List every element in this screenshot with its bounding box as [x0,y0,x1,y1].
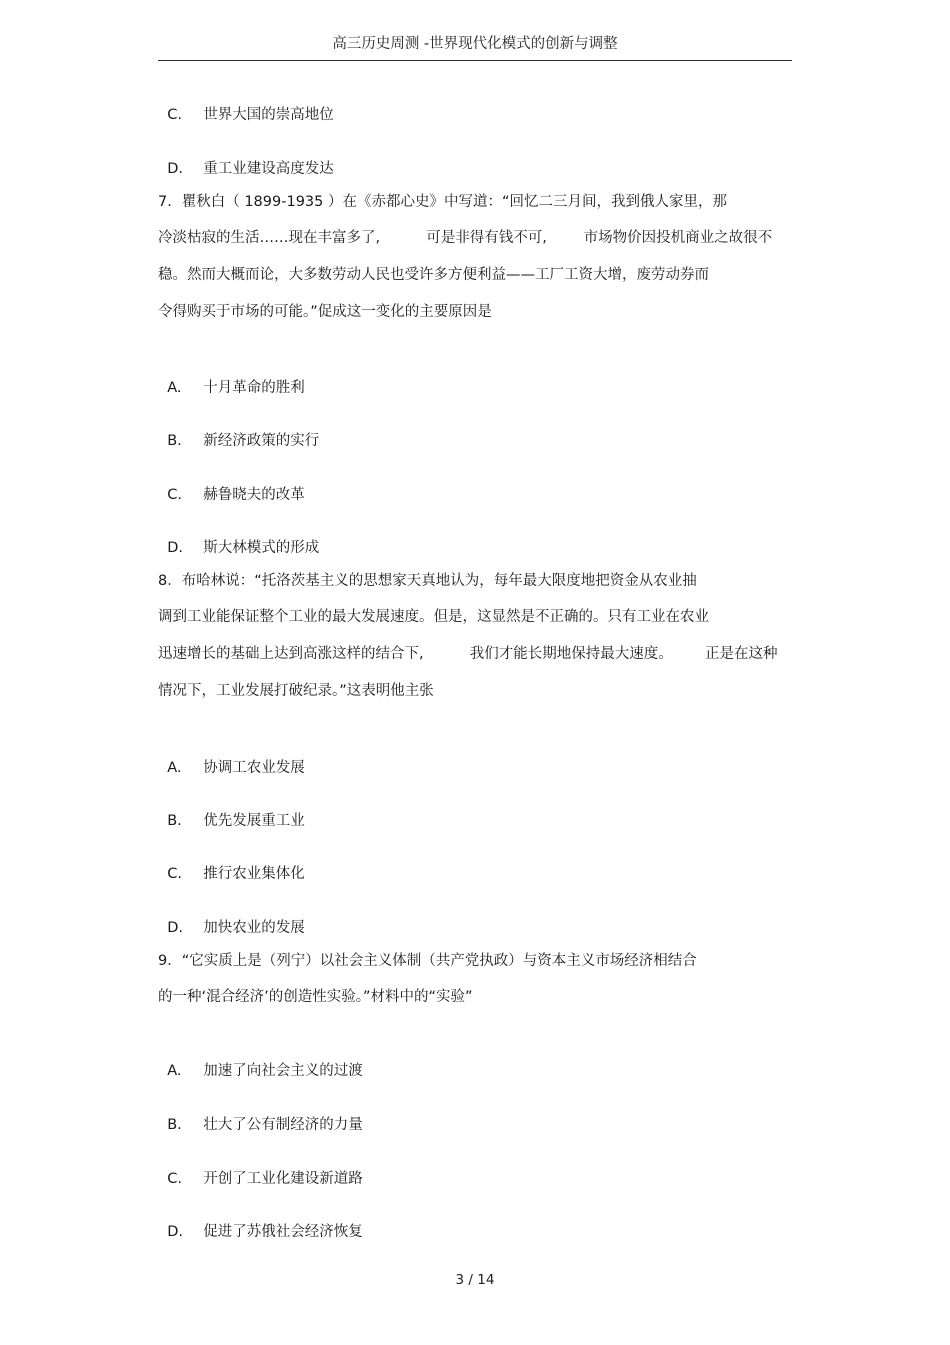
option-letter: C. [167,866,182,882]
option-letter: C. [167,487,182,503]
question-7-line-2: 冷淡枯寂的生活……现在丰富多了, 可是非得有钱不可, 市场物价因投机商业之故很不 [158,230,773,246]
option-q9-a [158,1041,363,1081]
option-q9-c [158,1149,363,1189]
option-text: 促进了苏俄社会经济恢复 [203,1224,363,1240]
option-text: 优先发展重工业 [203,813,305,829]
option-letter: B. [167,1117,182,1133]
option-letter: A. [167,1063,182,1079]
option-letter: D. [167,1224,183,1240]
option-text: 开创了工业化建设新道路 [203,1171,363,1187]
question-8-line-3: 迅速增长的基础上达到高涨这样的结合下, 我们才能长期地保持最大速度。 正是在这种 [158,646,778,662]
option-text: 推行农业集体化 [203,866,305,882]
option-letter: D. [167,540,183,556]
option-q8-c [158,844,305,884]
option-letter: A. [167,760,182,776]
option-text: 斯大林模式的形成 [203,540,320,556]
option-letter: B. [167,433,182,449]
option-letter: C. [167,1171,182,1187]
question-7-line-1: 7．瞿秋白（ 1899-1935 ）在《赤都心史》中写道：“回忆二三月间，我到俄人家里，那 [158,194,727,210]
option-q8-a [158,738,305,778]
option-text: 加快农业的发展 [203,920,305,936]
page-header [158,34,792,61]
option-text: 十月革命的胜利 [203,380,305,396]
question-8-line-1: 8．布哈林说：“托洛茨基主义的思想家天真地认为，每年最大限度地把资金从农业抽 [158,573,697,589]
option-text: 壮大了公有制经济的力量 [203,1117,363,1133]
option-text: 赫鲁晓夫的改革 [203,487,305,503]
option-q8-d [158,898,305,938]
question-8-line-4: 情况下，工业发展打破纪录。”这表明他主张 [158,683,434,699]
option-q7-c [158,465,305,505]
page-footer [0,1270,950,1290]
question-9-line-2: 的一种‘混合经济’的创造性实验。”材料中的“实验” [158,989,473,1005]
question-7-line-4: 令得购买于市场的可能。”促成这一变化的主要原因是 [158,304,492,320]
option-letter: B. [167,813,182,829]
question-7-line-3: 稳。然而大概而论，大多数劳动人民也受许多方便利益——工厂工资大增，废劳动券而 [158,267,709,283]
option-text: 新经济政策的实行 [203,433,320,449]
option-q6-c [158,85,334,125]
option-q8-b [158,791,305,831]
option-letter: C. [167,107,182,123]
option-q9-d [158,1202,363,1242]
option-letter: A. [167,380,182,396]
option-q9-b [158,1095,363,1135]
question-8-line-2: 调到工业能保证整个工业的最大发展速度。但是，这显然是不正确的。只有工业在农业 [158,609,709,625]
option-letter: D. [167,161,183,177]
option-q7-d [158,518,319,558]
option-text: 协调工农业发展 [203,760,305,776]
option-q7-b [158,411,319,451]
option-text: 重工业建设高度发达 [203,161,334,177]
header-title: 高三历史周测 -世界现代化模式的创新与调整 [332,36,618,52]
option-text: 加速了向社会主义的过渡 [203,1063,363,1079]
option-q7-a [158,358,305,398]
option-q6-d [158,139,334,179]
option-letter: D. [167,920,183,936]
page-number: 3 / 14 [455,1272,495,1288]
option-text: 世界大国的崇高地位 [203,107,334,123]
question-9-line-1: 9．“它实质上是（列宁）以社会主义体制（共产党执政）与资本主义市场经济相结合 [158,953,697,969]
